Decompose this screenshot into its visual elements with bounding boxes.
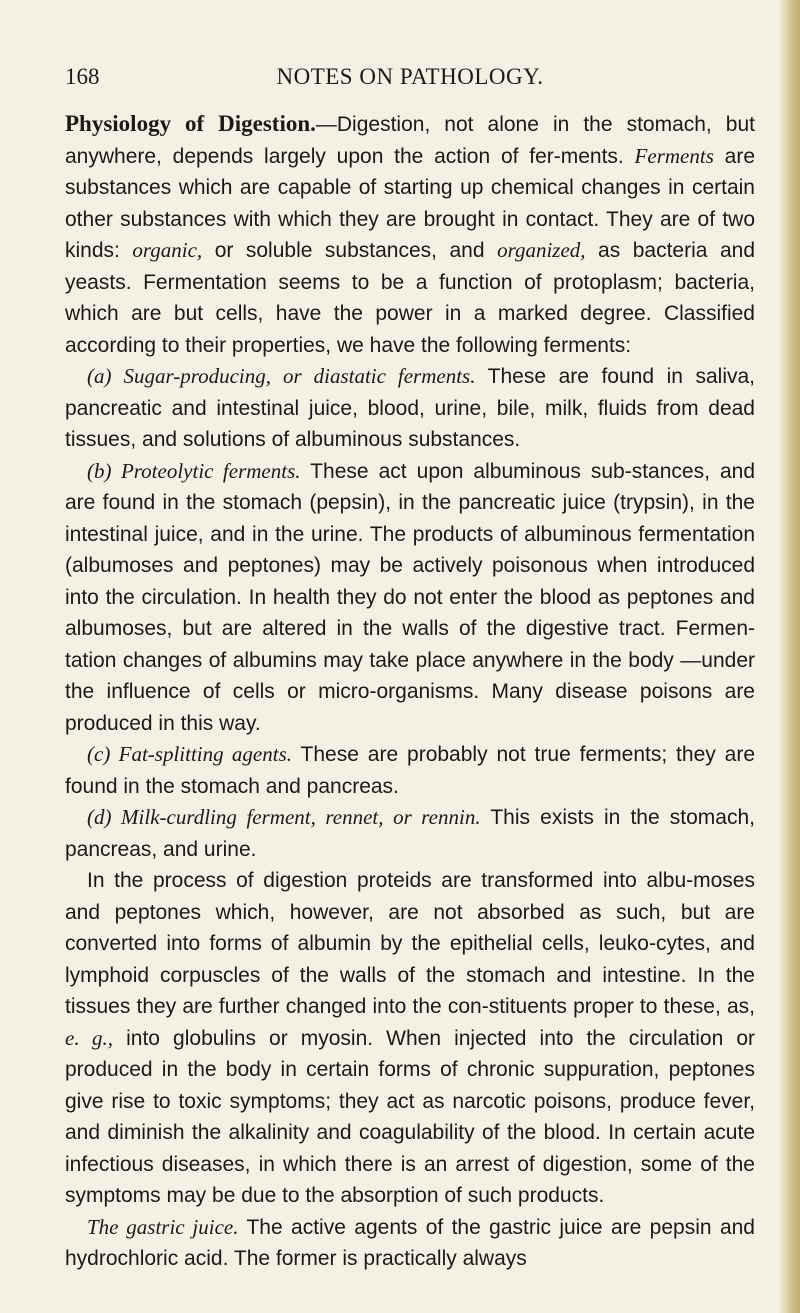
- paragraph-intro: [65, 108, 755, 361]
- page-header: [65, 64, 755, 94]
- text-run: In the process of digestion proteids are transformed into albu-moses and peptones which, however, are not absorbed as such, but are converted into forms of albumin by the epithelial cells, leuko-cytes, and lymphoid corpuscles of the walls of the stomach and intestine. In the tissues they are further changed into the con-stituents proper to these, as,: [65, 869, 755, 1018]
- text-run: The active agents of the gastric juice are pepsin and hydrochloric acid. The former is practically always: [65, 1215, 755, 1270]
- italic-term: (a) Sugar-producing, or diastatic ferments.: [87, 364, 476, 388]
- section-heading: Physiology of Digestion.: [65, 111, 316, 136]
- text-run: into globulins or myosin. When injected into the circulation or produced in the body in certain forms of chronic suppuration, peptones give rise to toxic symptoms; they act as narcotic poisons, produce fever, and diminish the alkalinity and coagulability of the blood. In certain acute infectious diseases, in which there is an arrest of digestion, some of the symptoms may be due to the absorption of such products.: [65, 1026, 756, 1207]
- text-run: These act upon albuminous sub-stances, and are found in the stomach (pepsin), in the pancreatic juice (trypsin), in the intestinal juice, and in the urine. The products of albuminous fermentation (albumoses and peptones) may be actively poisonous when introduced into the circulation. In health they do not enter the blood as peptones and albumoses, but are altered in the walls of the digestive tract. Fermen-tation changes of albumins may take place anywhere in the body —under the influence of cells or micro-organisms. Many disease poisons are produced in this way.: [65, 459, 756, 735]
- page-number: 168: [65, 64, 100, 89]
- italic-term: The gastric juice.: [87, 1214, 239, 1239]
- italic-term: e. g.,: [65, 1025, 114, 1050]
- text-run: as bacteria and yeasts. Fermentation seems to be a function of protoplasm; bacteria, which are but cells, have the power in a marked degree. Classified according to their properties, we have the following ferments:: [65, 239, 755, 357]
- text-run: This exists in the stomach, pancreas, and urine.: [65, 806, 755, 861]
- paragraph-c: [65, 739, 755, 802]
- paragraph-gastric-juice: [65, 1212, 755, 1275]
- italic-term: (d) Milk-curdling ferment, rennet, or rennin.: [87, 805, 481, 829]
- body-text: [65, 108, 755, 1275]
- italic-term: organized,: [497, 238, 586, 262]
- italic-term: organic,: [132, 238, 203, 262]
- italic-term: (b) Proteolytic ferments.: [87, 458, 301, 483]
- paragraph-b: [65, 456, 755, 740]
- running-head: NOTES ON PATHOLOGY.: [276, 64, 544, 89]
- paragraph-digestion-process: [65, 865, 755, 1212]
- text-run: or soluble substances, and: [202, 239, 498, 262]
- page-edge-shadow: [778, 0, 800, 1313]
- italic-term: (c) Fat-splitting agents.: [87, 742, 293, 766]
- text-run: —Digestion, not alone in the stomach, but anywhere, depends largely upon the action of fer-ments.: [65, 113, 755, 168]
- paragraph-a: [65, 361, 755, 456]
- text-run: are substances which are capable of starting up chemical changes in certain other substances with which they are brought in contact. They are of two kinds:: [65, 144, 756, 262]
- text-run: These are found in saliva, pancreatic and intestinal juice, blood, urine, bile, milk, fluids from dead tissues, and solutions of albuminous substances.: [65, 365, 755, 451]
- text-run: These are probably not true ferments; they are found in the stomach and pancreas.: [65, 743, 755, 798]
- italic-term: Ferments: [634, 143, 714, 168]
- paragraph-d: [65, 802, 755, 865]
